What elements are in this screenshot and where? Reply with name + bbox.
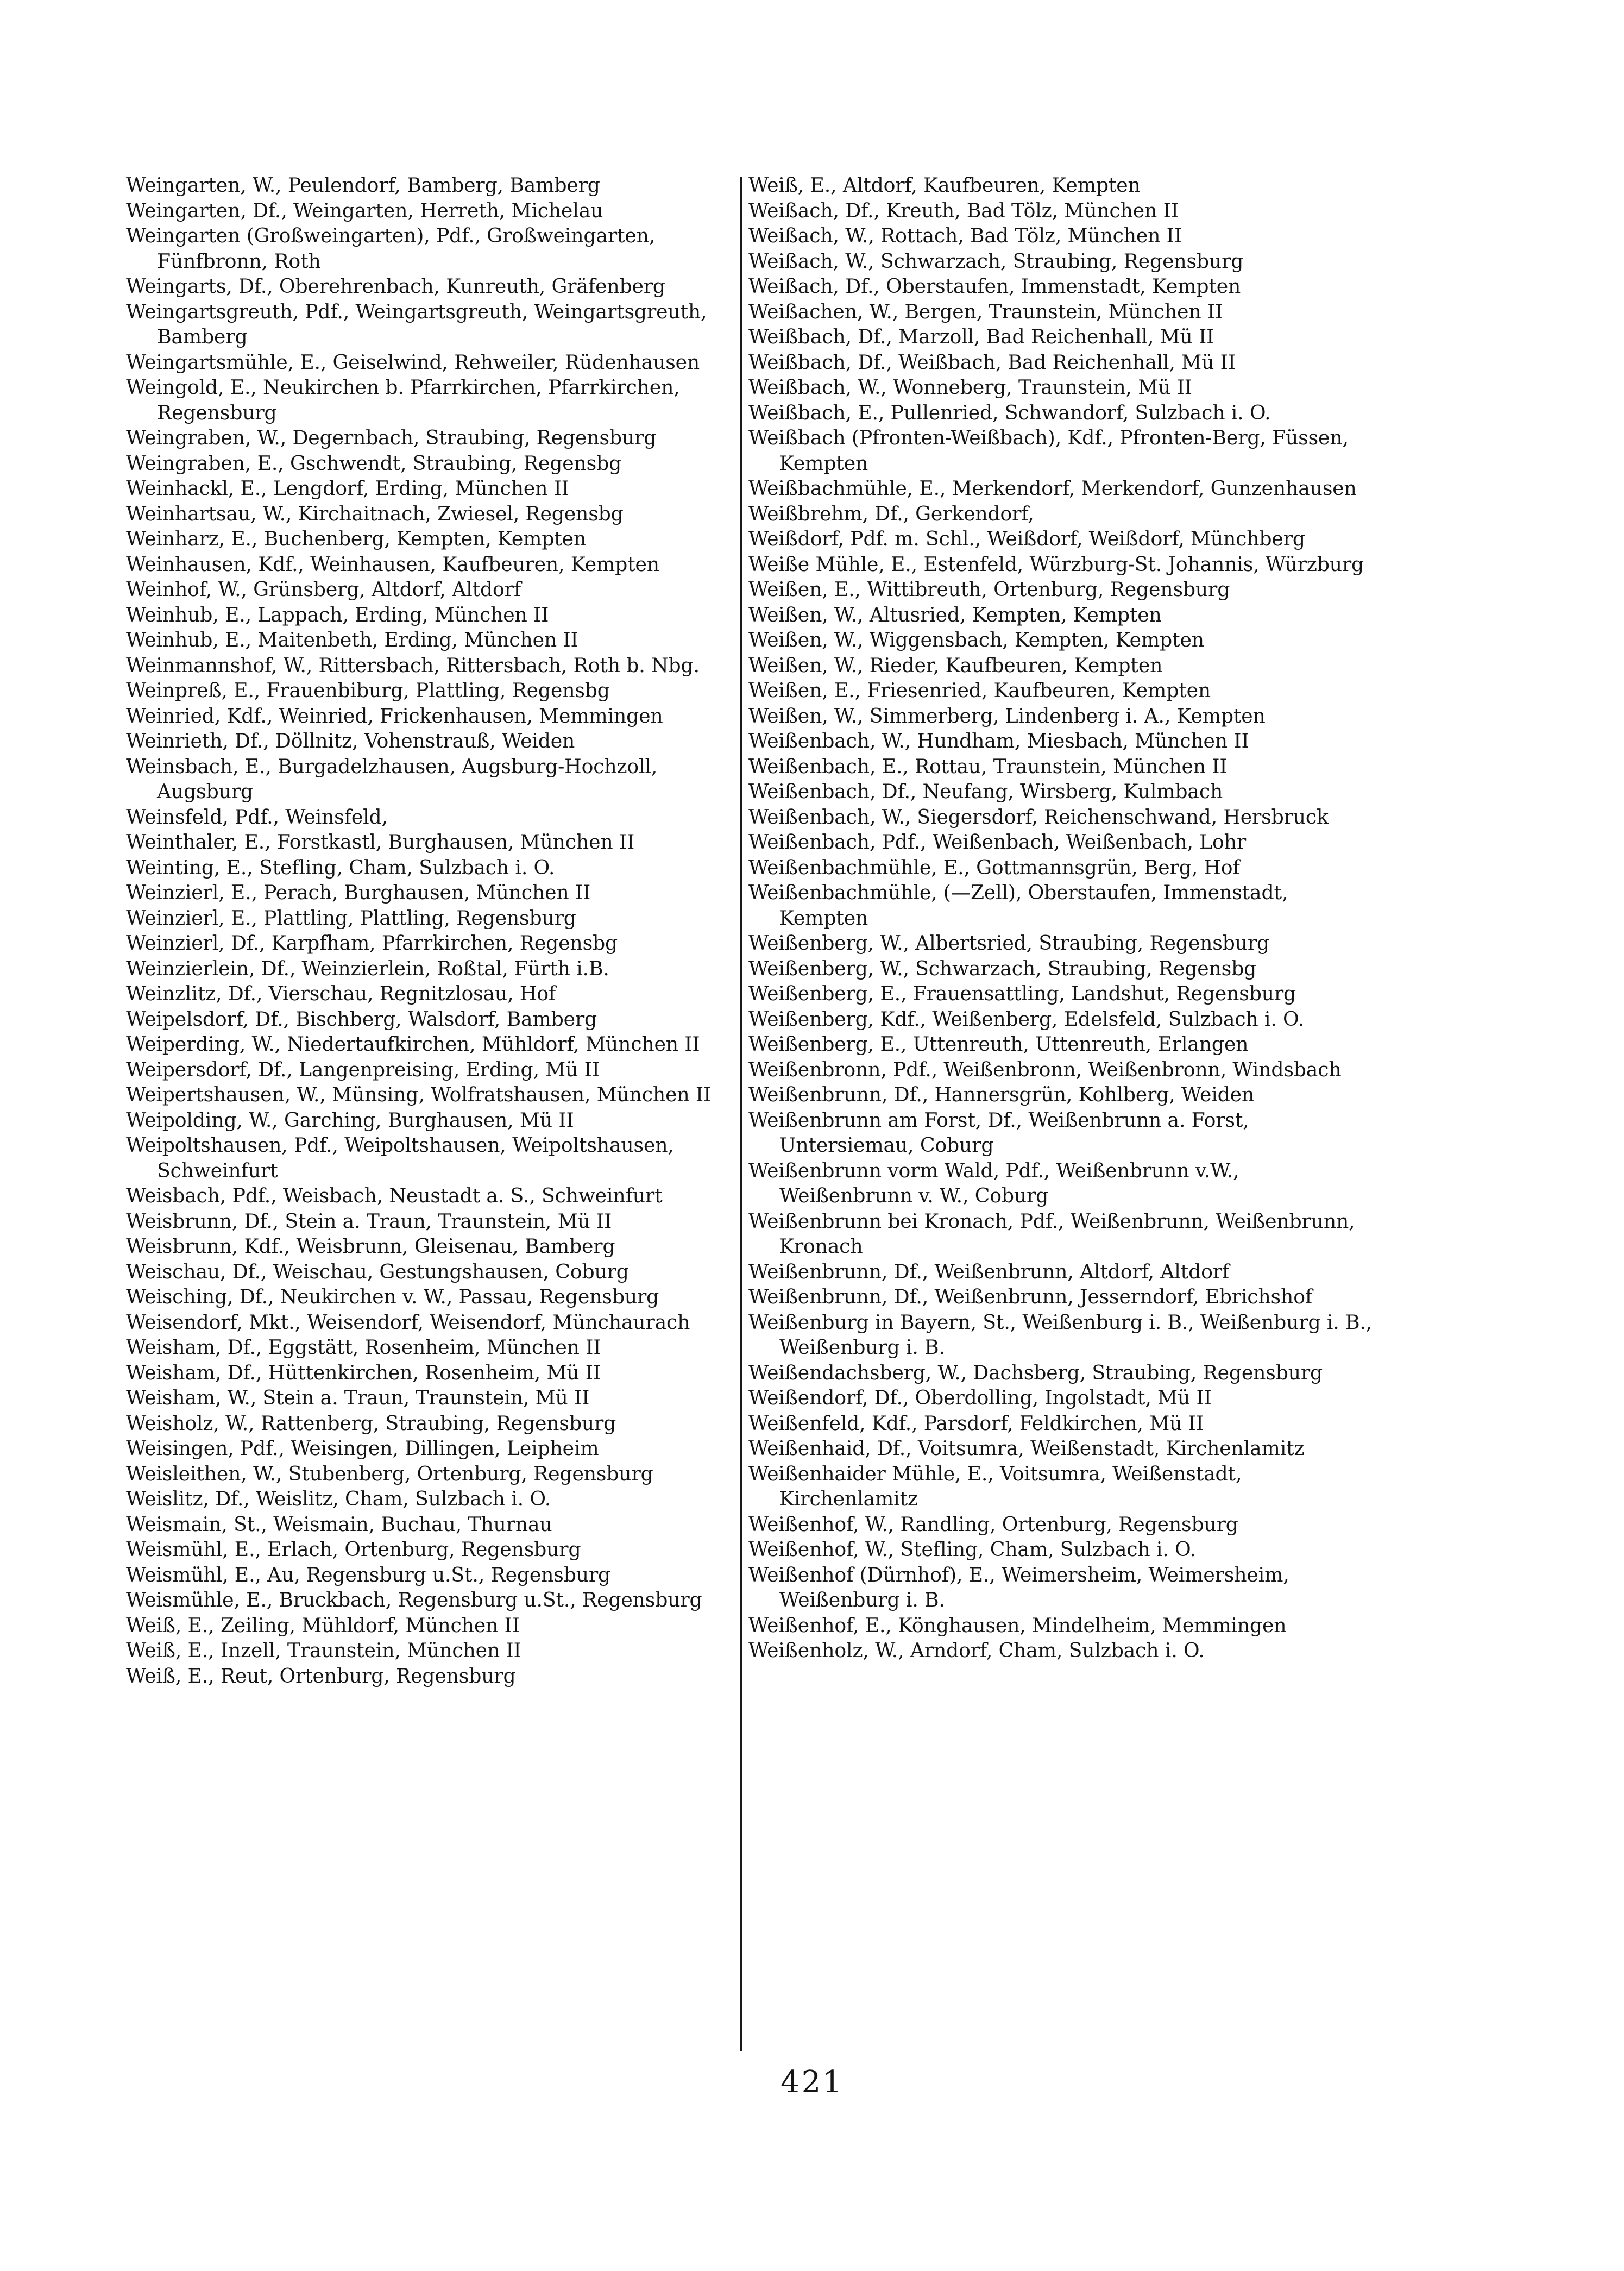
place-entry: Weingartsgreuth, Pdf., Weingartsgreuth, Weingartsgreuth, Bamberg bbox=[126, 299, 707, 348]
place-entry: Weinhub, E., Maitenbeth, Erding, München II bbox=[126, 628, 578, 651]
place-entry: Weinzierl, E., Perach, Burghausen, München II bbox=[126, 881, 591, 904]
place-entry: Weißenfeld, Kdf., Parsdorf, Feldkirchen, Mü II bbox=[748, 1411, 1204, 1435]
place-entry: Weisbrunn, Df., Stein a. Traun, Traunstein, Mü II bbox=[126, 1209, 612, 1233]
place-entry: Weisham, W., Stein a. Traun, Traunstein, Mü II bbox=[126, 1386, 590, 1409]
place-entry: Weißen, W., Rieder, Kaufbeuren, Kempten bbox=[748, 653, 1163, 677]
place-entry: Weisbach, Pdf., Weisbach, Neustadt a. S., Schweinfurt bbox=[126, 1184, 663, 1207]
place-entry: Weißach, Df., Kreuth, Bad Tölz, München II bbox=[748, 198, 1179, 222]
place-entry: Weißen, W., Wiggensbach, Kempten, Kempten bbox=[748, 628, 1204, 651]
place-entry: Weißenbrunn vorm Wald, Pdf., Weißenbrunn v.W., Weißenbrunn v. W., Coburg bbox=[748, 1158, 1239, 1207]
place-entry: Weisingen, Pdf., Weisingen, Dillingen, Leipheim bbox=[126, 1436, 599, 1460]
place-entry: Weinried, Kdf., Weinried, Frickenhausen, Memmingen bbox=[126, 704, 663, 727]
place-entry: Weißenbachmühle, (—Zell), Oberstaufen, Immenstadt, Kempten bbox=[748, 881, 1288, 930]
place-entry: Weißenbrunn, Df., Weißenbrunn, Altdorf, Altdorf bbox=[748, 1259, 1230, 1283]
place-entry: Weinhof, W., Grünsberg, Altdorf, Altdorf bbox=[126, 578, 521, 601]
place-entry: Weingartsmühle, E., Geiselwind, Rehweiler, Rüdenhausen bbox=[126, 350, 700, 374]
place-entry: Weißen, W., Simmerberg, Lindenberg i. A., Kempten bbox=[748, 704, 1266, 727]
place-entry: Weißendorf, Df., Oberdolling, Ingolstadt, Mü II bbox=[748, 1386, 1212, 1409]
place-entry: Weisbrunn, Kdf., Weisbrunn, Gleisenau, Bamberg bbox=[126, 1234, 615, 1258]
place-entry: Weißenbrunn, Df., Hannersgrün, Kohlberg, Weiden bbox=[748, 1083, 1255, 1106]
place-entry: Weißach, W., Rottach, Bad Tölz, München II bbox=[748, 224, 1182, 247]
place-entry: Weißenbach, W., Siegersdorf, Reichenschwand, Hersbruck bbox=[748, 805, 1329, 829]
left-column bbox=[126, 173, 751, 2058]
place-entry: Weißbach, Df., Marzoll, Bad Reichenhall, Mü II bbox=[748, 325, 1214, 348]
place-entry: Weißach, W., Schwarzach, Straubing, Regensburg bbox=[748, 249, 1244, 273]
place-entry: Weißenberg, Kdf., Weißenberg, Edelsfeld, Sulzbach i. O. bbox=[748, 1007, 1304, 1031]
place-entry: Weißenhaider Mühle, E., Voitsumra, Weißenstadt, Kirchenlamitz bbox=[748, 1461, 1242, 1510]
place-entry: Weißenbach, Pdf., Weißenbach, Weißenbach, Lohr bbox=[748, 830, 1246, 854]
place-entry: Weingraben, E., Gschwendt, Straubing, Regensbg bbox=[126, 451, 622, 475]
place-entry: Weißachen, W., Bergen, Traunstein, München II bbox=[748, 299, 1223, 323]
place-entry: Weinpreß, E., Frauenbiburg, Plattling, Regensbg bbox=[126, 679, 610, 702]
place-entry: Weiße Mühle, E., Estenfeld, Würzburg-St. Johannis, Würzburg bbox=[748, 552, 1364, 576]
right-column bbox=[748, 173, 1373, 2058]
place-entry: Weinzierl, Df., Karpfham, Pfarrkirchen, Regensbg bbox=[126, 931, 618, 955]
place-entry: Weißenhof, E., Könghausen, Mindelheim, Memmingen bbox=[748, 1613, 1287, 1637]
place-entry: Weipersdorf, Df., Langenpreising, Erding, Mü II bbox=[126, 1057, 600, 1081]
place-entry: Weiperding, W., Niedertaufkirchen, Mühldorf, München II bbox=[126, 1032, 700, 1056]
place-entry: Weißenbrunn, Df., Weißenbrunn, Jesserndorf, Ebrichshof bbox=[748, 1285, 1313, 1308]
place-entry: Weinthaler, E., Forstkastl, Burghausen, München II bbox=[126, 830, 635, 854]
column-divider bbox=[740, 177, 742, 2051]
place-entry: Weißenberg, E., Uttenreuth, Uttenreuth, Erlangen bbox=[748, 1032, 1249, 1056]
place-entry: Weismühl, E., Erlach, Ortenburg, Regensburg bbox=[126, 1538, 581, 1561]
place-entry: Weißenbronn, Pdf., Weißenbronn, Weißenbronn, Windsbach bbox=[748, 1057, 1342, 1081]
place-entry: Weinzierl, E., Plattling, Plattling, Regensburg bbox=[126, 906, 576, 930]
place-entry: Weiß, E., Altdorf, Kaufbeuren, Kempten bbox=[748, 173, 1141, 197]
place-entry: Weingold, E., Neukirchen b. Pfarrkirchen, Pfarrkirchen, Regensburg bbox=[126, 375, 680, 424]
place-entry: Weisham, Df., Eggstätt, Rosenheim, München II bbox=[126, 1335, 601, 1359]
place-entry: Weiß, E., Inzell, Traunstein, München II bbox=[126, 1639, 521, 1662]
place-entry: Weinhackl, E., Lengdorf, Erding, München II bbox=[126, 476, 569, 500]
place-entry: Weingarten, Df., Weingarten, Herreth, Michelau bbox=[126, 198, 603, 222]
place-entry: Weislitz, Df., Weislitz, Cham, Sulzbach i. O. bbox=[126, 1487, 551, 1510]
place-entry: Weingraben, W., Degernbach, Straubing, Regensburg bbox=[126, 426, 657, 449]
place-entry: Weingarts, Df., Oberehrenbach, Kunreuth, Gräfenberg bbox=[126, 274, 665, 298]
place-entry: Weismühl, E., Au, Regensburg u.St., Regensburg bbox=[126, 1563, 611, 1586]
place-entry: Weinzlitz, Df., Vierschau, Regnitzlosau, Hof bbox=[126, 982, 556, 1005]
place-entry: Weißenbrunn am Forst, Df., Weißenbrunn a. Forst, Untersiemau, Coburg bbox=[748, 1108, 1249, 1157]
place-entry: Weischau, Df., Weischau, Gestungshausen, Coburg bbox=[126, 1259, 629, 1283]
place-entry: Weinsbach, E., Burgadelzhausen, Augsburg-Hochzoll, Augsburg bbox=[126, 754, 658, 803]
place-entry: Weismühle, E., Bruckbach, Regensburg u.St., Regensburg bbox=[126, 1588, 702, 1611]
place-entry: Weiß, E., Reut, Ortenburg, Regensburg bbox=[126, 1664, 516, 1687]
place-entry: Weipoltshausen, Pdf., Weipoltshausen, Weipoltshausen, Schweinfurt bbox=[126, 1133, 674, 1182]
place-entry: Weißdorf, Pdf. m. Schl., Weißdorf, Weißdorf, Münchberg bbox=[748, 527, 1305, 550]
place-entry: Weiß, E., Zeiling, Mühldorf, München II bbox=[126, 1613, 520, 1637]
place-entry: Weißenhof (Dürnhof), E., Weimersheim, Weimersheim, Weißenburg i. B. bbox=[748, 1563, 1289, 1611]
place-entry: Weinhausen, Kdf., Weinhausen, Kaufbeuren, Kempten bbox=[126, 552, 659, 576]
place-entry: Weißen, W., Altusried, Kempten, Kempten bbox=[748, 603, 1162, 626]
place-entry: Weißbach, E., Pullenried, Schwandorf, Sulzbach i. O. bbox=[748, 400, 1271, 424]
place-entry: Weinting, E., Stefling, Cham, Sulzbach i. O. bbox=[126, 855, 555, 879]
place-entry: Weißen, E., Wittibreuth, Ortenburg, Regensburg bbox=[748, 578, 1230, 601]
place-entry: Weisham, Df., Hüttenkirchen, Rosenheim, Mü II bbox=[126, 1360, 601, 1384]
place-entry: Weißenholz, W., Arndorf, Cham, Sulzbach i. O. bbox=[748, 1639, 1205, 1662]
place-entry: Weißenberg, W., Albertsried, Straubing, Regensburg bbox=[748, 931, 1269, 955]
place-entry: Weingarten (Großweingarten), Pdf., Großweingarten, Fünfbronn, Roth bbox=[126, 224, 656, 273]
place-entry: Weißbach (Pfronten-Weißbach), Kdf., Pfronten-Berg, Füssen, Kempten bbox=[748, 426, 1349, 475]
place-entry: Weipelsdorf, Df., Bischberg, Walsdorf, Bamberg bbox=[126, 1007, 597, 1031]
place-entry: Weipertshausen, W., Münsing, Wolfratshausen, München II bbox=[126, 1083, 712, 1106]
place-entry: Weißenhof, W., Stefling, Cham, Sulzbach i. O. bbox=[748, 1538, 1196, 1561]
place-entry: Weißenburg in Bayern, St., Weißenburg i. B., Weißenburg i. B., Weißenburg i. B. bbox=[748, 1310, 1373, 1359]
page-number: 421 bbox=[780, 2065, 844, 2100]
place-entry: Weinharz, E., Buchenberg, Kempten, Kempten bbox=[126, 527, 587, 550]
place-entry: Weismain, St., Weismain, Buchau, Thurnau bbox=[126, 1512, 552, 1536]
place-entry: Weisendorf, Mkt., Weisendorf, Weisendorf, Münchaurach bbox=[126, 1310, 690, 1334]
place-entry: Weisleithen, W., Stubenberg, Ortenburg, Regensburg bbox=[126, 1461, 653, 1485]
place-entry: Weipolding, W., Garching, Burghausen, Mü II bbox=[126, 1108, 574, 1132]
place-entry: Weißbach, Df., Weißbach, Bad Reichenhall, Mü II bbox=[748, 350, 1236, 374]
place-entry: Weingarten, W., Peulendorf, Bamberg, Bamberg bbox=[126, 173, 600, 197]
place-entry: Weißenberg, E., Frauensattling, Landshut, Regensburg bbox=[748, 982, 1296, 1005]
place-entry: Weißbrehm, Df., Gerkendorf, bbox=[748, 501, 1034, 525]
place-entry: Weißbach, W., Wonneberg, Traunstein, Mü II bbox=[748, 375, 1192, 399]
place-entry: Weißenbach, W., Hundham, Miesbach, München II bbox=[748, 729, 1249, 752]
place-entry: Weißenhaid, Df., Voitsumra, Weißenstadt, Kirchenlamitz bbox=[748, 1436, 1305, 1460]
place-entry: Weißendachsberg, W., Dachsberg, Straubing, Regensburg bbox=[748, 1360, 1323, 1384]
place-entry: Weinmannshof, W., Rittersbach, Rittersbach, Roth b. Nbg. bbox=[126, 653, 700, 677]
place-entry: Weinhartsau, W., Kirchaitnach, Zwiesel, Regensbg bbox=[126, 501, 624, 525]
place-entry: Weißach, Df., Oberstaufen, Immenstadt, Kempten bbox=[748, 274, 1241, 298]
place-entry: Weinsfeld, Pdf., Weinsfeld, bbox=[126, 805, 388, 829]
place-entry: Weißen, E., Friesenried, Kaufbeuren, Kempten bbox=[748, 679, 1211, 702]
place-entry: Weißenbach, E., Rottau, Traunstein, München II bbox=[748, 754, 1228, 778]
place-entry: Weißbachmühle, E., Merkendorf, Merkendorf, Gunzenhausen bbox=[748, 476, 1357, 500]
place-entry: Weißenhof, W., Randling, Ortenburg, Regensburg bbox=[748, 1512, 1238, 1536]
place-entry: Weißenbachmühle, E., Gottmannsgrün, Berg, Hof bbox=[748, 855, 1240, 879]
place-entry: Weißenbach, Df., Neufang, Wirsberg, Kulmbach bbox=[748, 780, 1223, 803]
place-entry: Weinhub, E., Lappach, Erding, München II bbox=[126, 603, 549, 626]
place-entry: Weinrieth, Df., Döllnitz, Vohenstrauß, Weiden bbox=[126, 729, 575, 752]
place-entry: Weißenberg, W., Schwarzach, Straubing, Regensbg bbox=[748, 956, 1257, 980]
place-entry: Weißenbrunn bei Kronach, Pdf., Weißenbrunn, Weißenbrunn, Kronach bbox=[748, 1209, 1355, 1258]
place-entry: Weinzierlein, Df., Weinzierlein, Roßtal, Fürth i.B. bbox=[126, 956, 609, 980]
place-entry: Weisholz, W., Rattenberg, Straubing, Regensburg bbox=[126, 1411, 616, 1435]
place-entry: Weisching, Df., Neukirchen v. W., Passau, Regensburg bbox=[126, 1285, 659, 1308]
